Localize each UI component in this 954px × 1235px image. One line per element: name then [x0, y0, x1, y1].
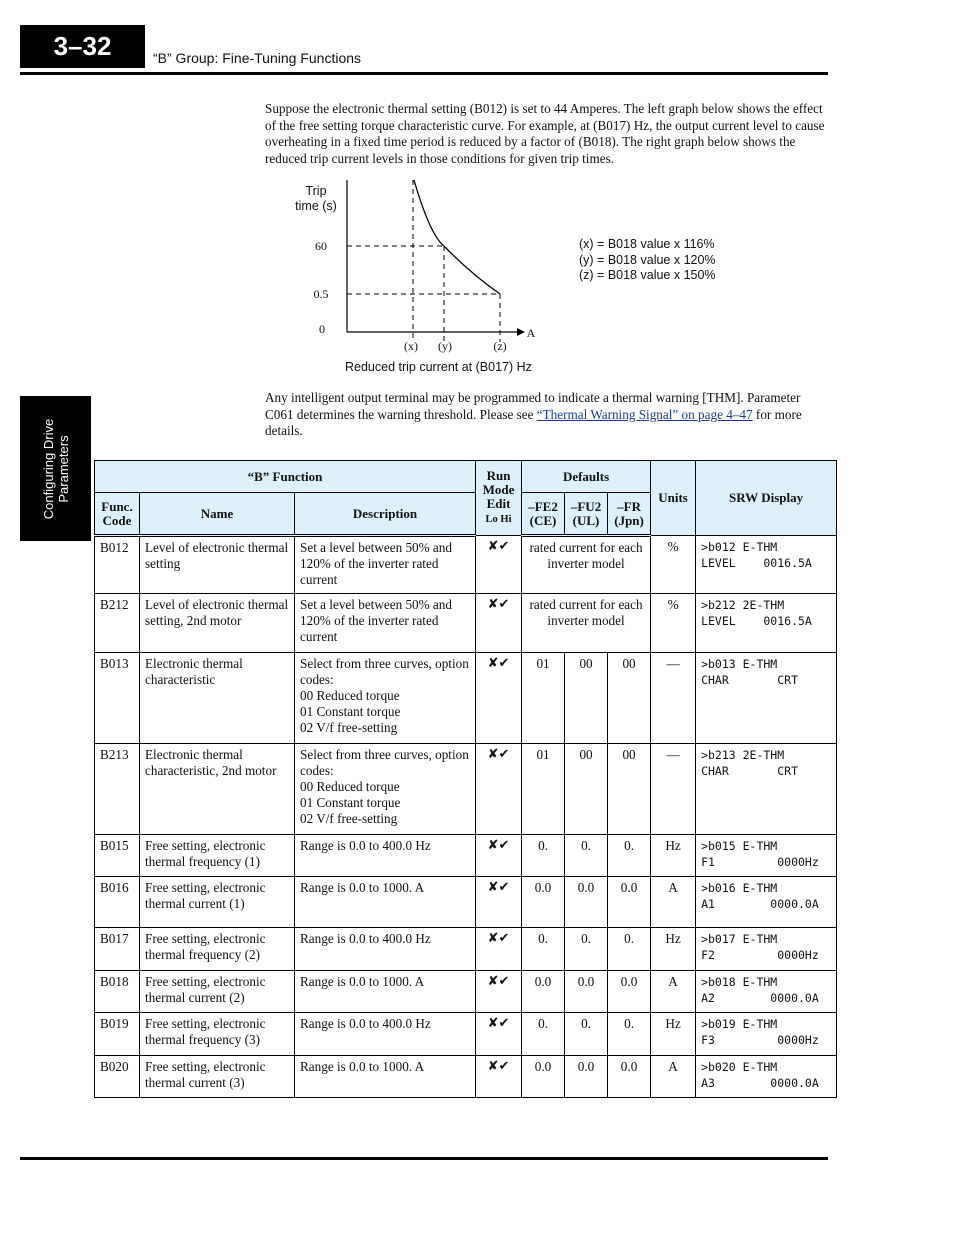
table-row [95, 653, 837, 744]
param-name: Free setting, electronic thermal frequency (1) [140, 835, 295, 877]
option-code: 00 Reduced torque [300, 779, 400, 794]
func-code: B017 [95, 928, 140, 971]
trip-time-chart [285, 175, 575, 380]
func-code: B020 [95, 1056, 140, 1098]
default-fe2: 0.0 [522, 971, 565, 1013]
description-text: Select from three curves, option codes: [300, 656, 469, 687]
param-description: Range is 0.0 to 1000. A [295, 1056, 476, 1098]
default-fr: 0. [608, 1013, 651, 1056]
units: — [651, 653, 696, 744]
x-axis-arrow [517, 328, 525, 336]
run-mode-edit: ✘✔ [476, 1056, 522, 1098]
func-code-header: Func. Code [95, 493, 140, 536]
footer-rule [20, 1157, 828, 1160]
func-code: B015 [95, 835, 140, 877]
param-name: Level of electronic thermal setting [140, 536, 295, 594]
srw-display: >b212 2E-THM LEVEL 0016.5A [696, 594, 837, 653]
run-mode-edit: ✘✔ [476, 928, 522, 971]
units: % [651, 594, 696, 653]
intro-paragraph: Suppose the electronic thermal setting (B012) is set to 44 Amperes. The left graph below shows the effect of the free setting torque characteristic curve. For example, at (B017) Hz, the output current level to cause overheating in a fixed time period is reduced by a factor of (B018). The right graph below shows the reduced trip current levels in those conditions for given trip times. [265, 101, 825, 166]
run-mode-edit: ✘✔ [476, 877, 522, 928]
option-code: 00 Reduced torque [300, 688, 400, 703]
legend-entry-y: (y) = B018 value x 120% [579, 252, 716, 267]
srw-display-header: SRW Display [696, 461, 837, 536]
srw-display: >b016 E-THM A1 0000.0A [696, 877, 837, 928]
table-row [95, 928, 837, 971]
run-mode-edit-header [476, 461, 522, 536]
table-row [95, 1056, 837, 1098]
default-fr: 0. [608, 928, 651, 971]
thm-text-after: for more details. [265, 406, 802, 438]
table-row [95, 594, 837, 653]
default-fr: 0.0 [608, 971, 651, 1013]
func-code: B016 [95, 877, 140, 928]
thermal-warning-link[interactable]: “Thermal Warning Signal” on page 4–47 [536, 406, 753, 422]
param-name: Electronic thermal characteristic [140, 653, 295, 744]
srw-display: >b213 2E-THM CHAR CRT [696, 744, 837, 835]
default-fe2: 0.0 [522, 877, 565, 928]
section-title: “B” Group: Fine-Tuning Functions [153, 50, 362, 66]
x-tick-y: (y) [438, 339, 452, 353]
units: — [651, 744, 696, 835]
lo-hi-label: Lo Hi [485, 514, 512, 525]
run-mode-edit: ✘✔ [476, 594, 522, 653]
default-fu2: 0. [565, 928, 608, 971]
srw-display: >b018 E-THM A2 0000.0A [696, 971, 837, 1013]
default-fr: 0.0 [608, 877, 651, 928]
x-tick-z: (z) [493, 339, 507, 353]
default-fe2: 01 [522, 653, 565, 744]
param-description: Set a level between 50% and 120% of the inverter rated current [295, 594, 476, 653]
table-row [95, 877, 837, 928]
run-mode-edit: ✘✔ [476, 835, 522, 877]
default-fu2: 0.0 [565, 971, 608, 1013]
srw-display: >b020 E-THM A3 0000.0A [696, 1056, 837, 1098]
srw-display: >b017 E-THM F2 0000Hz [696, 928, 837, 971]
default-fr: 0.0 [608, 1056, 651, 1098]
param-description: Set a level between 50% and 120% of the inverter rated current [295, 536, 476, 594]
graph-caption: Reduced trip current at (B017) Hz [345, 360, 532, 374]
option-code: 01 Constant torque [300, 704, 401, 719]
page-number: 3–32 [20, 25, 145, 68]
default-value: rated current for each inverter model [522, 594, 651, 653]
run-mode-edit: ✘✔ [476, 1013, 522, 1056]
run-mode-edit: ✘✔ [476, 653, 522, 744]
table-row [95, 835, 837, 877]
fe2-header: –FE2 (CE) [522, 493, 565, 536]
func-code: B019 [95, 1013, 140, 1056]
table-row [95, 1013, 837, 1056]
func-code: B018 [95, 971, 140, 1013]
param-name: Electronic thermal characteristic, 2nd motor [140, 744, 295, 835]
param-description [295, 653, 476, 744]
default-fu2: 0.0 [565, 877, 608, 928]
param-description: Range is 0.0 to 1000. A [295, 877, 476, 928]
srw-display: >b015 E-THM F1 0000Hz [696, 835, 837, 877]
param-name: Free setting, electronic thermal current (2) [140, 971, 295, 1013]
table-row [95, 744, 837, 835]
units: A [651, 971, 696, 1013]
run-mode-edit-label: Run Mode Edit [482, 468, 515, 511]
header-rule [20, 72, 828, 75]
param-description [295, 744, 476, 835]
x-tick-x: (x) [404, 339, 418, 353]
default-fu2: 0. [565, 1013, 608, 1056]
run-mode-edit: ✘✔ [476, 971, 522, 1013]
trip-curve [414, 180, 500, 294]
default-fr: 00 [608, 653, 651, 744]
option-code: 02 V/f free-setting [300, 720, 398, 735]
param-description: Range is 0.0 to 1000. A [295, 971, 476, 1013]
param-description: Range is 0.0 to 400.0 Hz [295, 928, 476, 971]
srw-display: >b012 E-THM LEVEL 0016.5A [696, 536, 837, 594]
x-axis-label: A [526, 326, 536, 340]
legend-entry-z: (z) = B018 value x 150% [579, 268, 716, 282]
legend-entry-x: (x) = B018 value x 116% [579, 237, 715, 251]
default-fe2: 0. [522, 835, 565, 877]
y-tick-0: 0 [319, 322, 325, 336]
default-fu2: 0. [565, 835, 608, 877]
units: % [651, 536, 696, 594]
default-fu2: 0.0 [565, 1056, 608, 1098]
srw-display: >b013 E-THM CHAR CRT [696, 653, 837, 744]
units: A [651, 1056, 696, 1098]
default-fe2: 0.0 [522, 1056, 565, 1098]
side-tab-label [41, 399, 71, 539]
func-code: B013 [95, 653, 140, 744]
graph-legend [579, 237, 716, 284]
fr-header: –FR (Jpn) [608, 493, 651, 536]
table-row [95, 536, 837, 594]
param-name: Free setting, electronic thermal current (3) [140, 1056, 295, 1098]
param-name: Free setting, electronic thermal frequency (2) [140, 928, 295, 971]
param-description: Range is 0.0 to 400.0 Hz [295, 1013, 476, 1056]
default-fu2: 00 [565, 744, 608, 835]
param-name: Free setting, electronic thermal current (1) [140, 877, 295, 928]
y-axis-label-line2: time (s) [295, 199, 337, 213]
fu2-header: –FU2 (UL) [565, 493, 608, 536]
units-header: Units [651, 461, 696, 536]
default-fu2: 00 [565, 653, 608, 744]
default-fe2: 0. [522, 928, 565, 971]
y-axis-label-line1: Trip [305, 184, 327, 198]
run-mode-edit: ✘✔ [476, 744, 522, 835]
side-tab [20, 396, 91, 541]
units: Hz [651, 1013, 696, 1056]
run-mode-edit: ✘✔ [476, 536, 522, 594]
param-description: Range is 0.0 to 400.0 Hz [295, 835, 476, 877]
thm-text-before: Any intelligent output terminal may be programmed to indicate a thermal warning [THM]. Parameter C061 determines the warning threshold. Please see [265, 390, 801, 422]
default-fr: 00 [608, 744, 651, 835]
parameter-table [94, 460, 837, 1098]
func-code: B012 [95, 536, 140, 594]
option-code: 02 V/f free-setting [300, 811, 398, 826]
units: A [651, 877, 696, 928]
trip-time-graph [285, 175, 575, 380]
param-name: Free setting, electronic thermal frequency (3) [140, 1013, 295, 1056]
units: Hz [651, 928, 696, 971]
b-function-header: “B” Function [95, 461, 476, 493]
description-header: Description [295, 493, 476, 536]
default-fe2: 0. [522, 1013, 565, 1056]
y-tick-60: 60 [315, 239, 327, 253]
func-code: B212 [95, 594, 140, 653]
option-code: 01 Constant torque [300, 795, 401, 810]
table-row [95, 971, 837, 1013]
description-text: Select from three curves, option codes: [300, 747, 469, 778]
defaults-header: Defaults [522, 461, 651, 493]
side-tab-line1: Configuring Drive [40, 418, 56, 519]
default-fe2: 01 [522, 744, 565, 835]
func-code: B213 [95, 744, 140, 835]
default-fr: 0. [608, 835, 651, 877]
name-header: Name [140, 493, 295, 536]
thm-paragraph [265, 390, 825, 440]
units: Hz [651, 835, 696, 877]
default-value: rated current for each inverter model [522, 536, 651, 594]
y-tick-0-5: 0.5 [313, 287, 329, 301]
param-name: Level of electronic thermal setting, 2nd motor [140, 594, 295, 653]
srw-display: >b019 E-THM F3 0000Hz [696, 1013, 837, 1056]
side-tab-line2: Parameters [55, 434, 71, 503]
